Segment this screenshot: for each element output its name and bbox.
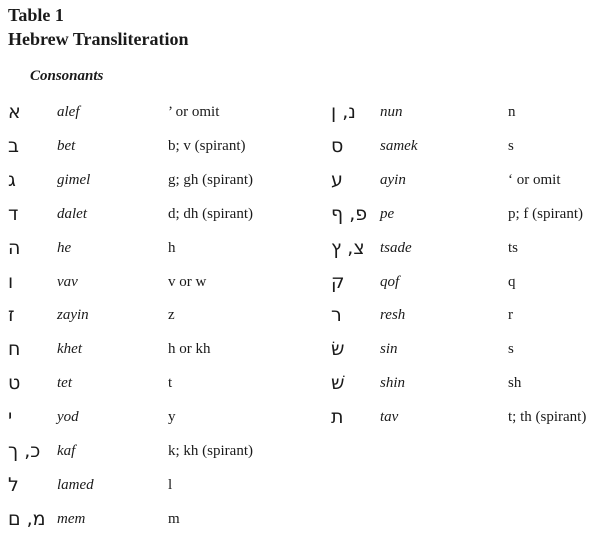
transliteration: h or kh — [168, 341, 211, 358]
transliteration: h — [168, 239, 176, 256]
letter-name: ayin — [380, 171, 406, 188]
table-title: Hebrew Transliteration — [8, 29, 189, 49]
hebrew-letter: ד — [8, 202, 19, 225]
hebrew-letter: ח — [8, 338, 21, 361]
transliteration: ts — [508, 239, 519, 256]
table-label: Table 1 — [8, 5, 64, 25]
table-row — [0, 136, 606, 170]
table-row — [0, 339, 606, 373]
letter-name: tav — [380, 409, 399, 426]
transliteration: k; kh (spirant) — [168, 443, 253, 459]
hebrew-letter: כ, ך — [8, 440, 41, 462]
letter-name: pe — [380, 205, 395, 222]
hebrew-letter: ז — [8, 304, 15, 327]
transliteration: z — [168, 307, 175, 324]
transliteration: q — [508, 273, 516, 290]
transliteration: g; gh (spirant) — [168, 171, 253, 188]
transliteration: p; f (spirant) — [508, 205, 583, 222]
hebrew-letter: ר — [331, 304, 342, 327]
hebrew-letter: ס — [331, 134, 344, 157]
table-row — [0, 407, 606, 441]
hebrew-letter: ת — [331, 406, 344, 429]
letter-name: resh — [380, 307, 406, 324]
table-row — [0, 475, 606, 509]
hebrew-letter: ב — [8, 134, 19, 157]
hebrew-letter: שׂ — [331, 338, 345, 361]
letter-name: alef — [57, 104, 80, 120]
letter-name: gimel — [57, 171, 91, 188]
letter-name: nun — [380, 104, 403, 120]
hebrew-letter: ט — [8, 372, 21, 395]
hebrew-letter: ה — [8, 236, 21, 259]
table-row — [0, 441, 606, 475]
table-row — [0, 102, 606, 136]
letter-name: tsade — [380, 239, 412, 256]
letter-name: bet — [57, 137, 76, 154]
transliteration: t — [168, 375, 173, 392]
hebrew-letter: נ, ן — [331, 101, 356, 123]
transliteration: n — [508, 104, 516, 120]
table-row — [0, 204, 606, 238]
transliteration: m — [168, 510, 180, 527]
table-row — [0, 305, 606, 339]
hebrew-letter: מ, ם — [8, 507, 46, 530]
letter-name: sin — [380, 341, 398, 358]
hebrew-letter: ג — [8, 168, 16, 191]
transliteration: v or w — [168, 273, 207, 290]
letter-name: lamed — [57, 476, 94, 493]
hebrew-letter: ו — [8, 270, 14, 293]
letter-name: tet — [57, 375, 72, 392]
letter-name: mem — [57, 510, 86, 527]
transliteration: l — [168, 476, 173, 493]
transliteration: s — [508, 137, 514, 154]
hebrew-letter: ל — [8, 473, 19, 496]
letter-name: he — [57, 239, 72, 256]
table-row — [0, 238, 606, 272]
letter-name: qof — [380, 273, 400, 290]
letter-name: kaf — [57, 443, 76, 459]
letter-name: zayin — [57, 307, 89, 324]
letter-name: samek — [380, 137, 418, 154]
hebrew-letter: י — [8, 406, 13, 429]
transliteration: s — [508, 341, 514, 358]
letter-name: dalet — [57, 205, 87, 222]
hebrew-letter: ק — [331, 270, 345, 293]
transliteration: r — [508, 307, 513, 324]
table-row — [0, 509, 606, 543]
hebrew-letter: א — [8, 101, 21, 123]
table-row — [0, 170, 606, 204]
hebrew-letter: צ, ץ — [331, 236, 365, 259]
hebrew-letter: שׁ — [331, 372, 345, 395]
hebrew-letter: ע — [331, 168, 343, 191]
hebrew-letter: פ, ף — [331, 202, 368, 225]
letter-name: vav — [57, 273, 78, 290]
transliteration: sh — [508, 375, 522, 392]
transliteration: ’ or omit — [168, 104, 220, 120]
transliteration: b; v (spirant) — [168, 137, 246, 154]
section-heading: Consonants — [30, 68, 104, 84]
transliteration: ‘ or omit — [508, 171, 561, 188]
letter-name: yod — [57, 409, 79, 426]
letter-name: khet — [57, 341, 82, 358]
transliteration: y — [168, 409, 176, 426]
letter-name: shin — [380, 375, 406, 392]
table-row — [0, 272, 606, 306]
transliteration: t; th (spirant) — [508, 409, 587, 426]
table-row — [0, 373, 606, 407]
transliteration: d; dh (spirant) — [168, 205, 253, 222]
